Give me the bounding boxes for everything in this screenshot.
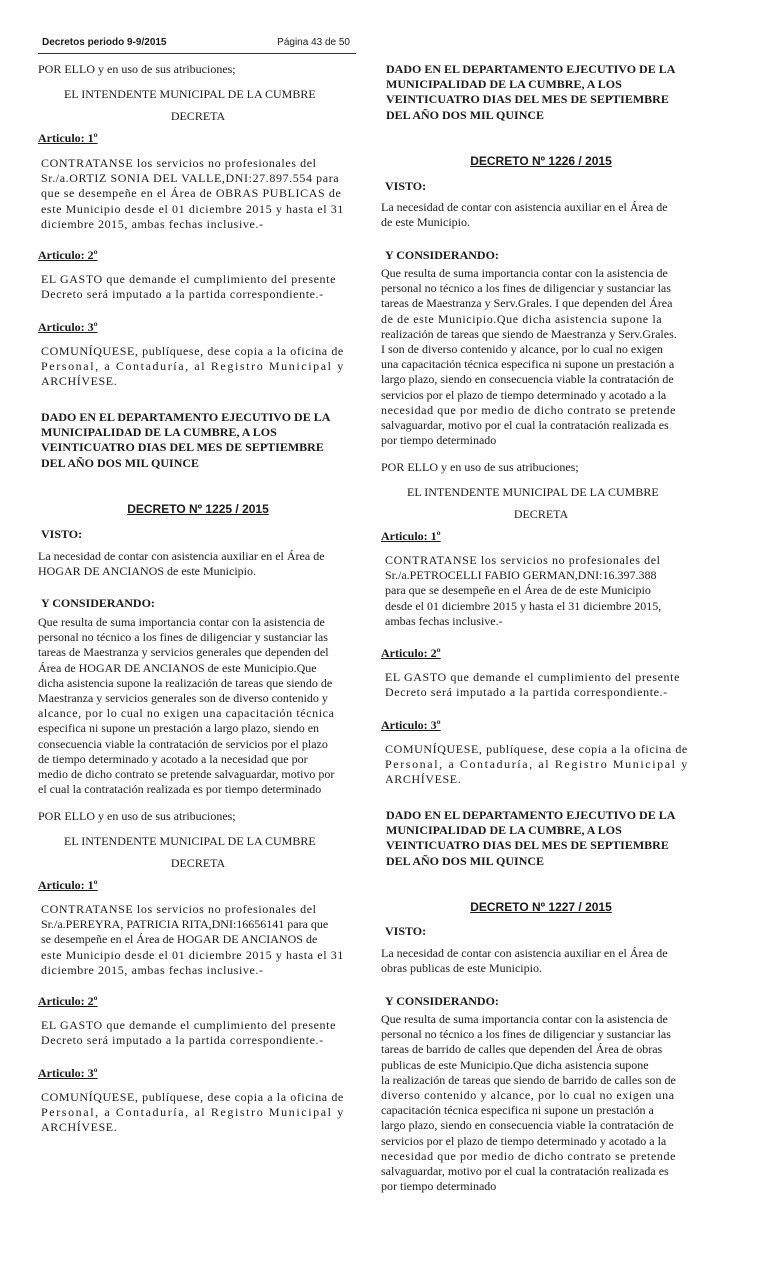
dado-block: DADO EN EL DEPARTAMENTO EJECUTIVO DE LA MUNICIPALIDAD DE LA CUMBRE, A LOS VEINTICUATRO DIAS DEL MES DE SEPTIEMBRE DEL AÑO DOS MIL QUINCE [386, 808, 676, 868]
article-1-heading: Articulo: 1º [38, 878, 98, 892]
article-3-body: COMUNÍQUESE, publíquese, dese copia a la oficina de Personal, a Contaduría, al Registro Municipal y ARCHÍVESE. [41, 1090, 345, 1135]
visto-heading: VISTO: [385, 179, 427, 193]
article-3-heading: Articulo: 3º [38, 320, 98, 334]
article-3-heading: Articulo: 3º [381, 718, 441, 732]
por-ello-text: POR ELLO y en uso de sus atribuciones; [381, 460, 579, 474]
decree-title: DECRETO Nº 1225 / 2015 [127, 502, 269, 516]
article-3-body: COMUNÍQUESE, publíquese, dese copia a la oficina de Personal, a Contaduría, al Registro Municipal y ARCHÍVESE. [41, 344, 345, 389]
decreta-text: DECRETA [170, 856, 226, 870]
article-1-body: CONTRATANSE los servicios no profesionales del Sr./a.PEREYRA, PATRICIA RITA,DNI:16656141 para que se desempeñe en el Área de HOGAR DE ANCIANOS de este Municipio desde el 01 diciembre 2015 y hasta el 31 diciembre 2015, ambas fechas inclusive.- [41, 902, 344, 977]
article-1-heading: Articulo: 1º [381, 529, 441, 543]
visto-body: La necesidad de contar con asistencia auxiliar en el Área de HOGAR DE ANCIANOS de este Municipio. [38, 549, 325, 579]
right-column [381, 0, 701, 1280]
article-2-heading: Articulo: 2º [381, 646, 441, 660]
intendente-text: EL INTENDENTE MUNICIPAL DE LA CUMBRE [407, 485, 659, 499]
article-3-heading: Articulo: 3º [38, 1066, 98, 1080]
intendente-text: EL INTENDENTE MUNICIPAL DE LA CUMBRE [64, 87, 316, 101]
left-column [38, 0, 358, 1280]
article-2-heading: Articulo: 2º [38, 248, 98, 262]
article-3-body: COMUNÍQUESE, publíquese, dese copia a la oficina de Personal, a Contaduría, al Registro Municipal y ARCHÍVESE. [385, 742, 689, 787]
considerando-body: Que resulta de suma importancia contar con la asistencia de personal no técnico a los fines de diligenciar y sustanciar las tareas de Maestranza y Serv.Grales. I que dependen del Área de de este Municipio.Que dicha asistencia supone la realización de tareas que siendo de Maestranza y Serv.Grales. I son de diverso contenido y alcance, por lo cual no exigen una capacitación técnica especifica ni supone un prestación a largo plazo, siendo en consecuencia viable la contratación de servicios por el plazo de tiempo determinado y acotado a la necesidad que por medio de dicho contrato se pretende salvaguardar, motivo por el cual la contratación realizada es por tiempo determinado [381, 266, 677, 448]
article-1-body: CONTRATANSE los servicios no profesionales del Sr./a.PETROCELLI FABIO GERMAN,DNI:16.397.388 para que se desempeñe en el Área de de este Municipio desde el 01 diciembre 2015 y hasta el 31 diciembre 2015, ambas fechas inclusive.- [385, 553, 662, 628]
considerando-heading: Y CONSIDERANDO: [385, 994, 499, 1008]
article-1-body: CONTRATANSE los servicios no profesionales del Sr./a.ORTIZ SONIA DEL VALLE,DNI:27.897.554 para que se desempeñe en el Área de OBRAS PUBLICAS de este Municipio desde el 01 diciembre 2015 y hasta el 31 diciembre 2015, ambas fechas inclusive.- [41, 156, 344, 231]
por-ello-text: POR ELLO y en uso de sus atribuciones; [38, 809, 236, 823]
decree-title: DECRETO Nº 1226 / 2015 [470, 154, 612, 168]
considerando-body: Que resulta de suma importancia contar con la asistencia de personal no técnico a los fines de diligenciar y sustanciar las tareas de Maestranza y servicios generales que dependen del Área de HOGAR DE ANCIANOS de este Municipio.Que dicha asistencia supone la realización de tareas que siendo de Maestranza y servicios generales son de diverso contenido y alcance, por lo cual no exigen una capacitación técnica especifica ni supone un prestación a largo plazo, siendo en consecuencia viable la contratación de servicios por el plazo de tiempo determinado y acotado a la necesidad que por medio de dicho contrato se pretende salvaguardar, motivo por el cual la contratación realizada es por tiempo determinado [38, 615, 335, 797]
dado-block: DADO EN EL DEPARTAMENTO EJECUTIVO DE LA MUNICIPALIDAD DE LA CUMBRE, A LOS VEINTICUATRO DIAS DEL MES DE SEPTIEMBRE DEL AÑO DOS MIL QUINCE [41, 410, 331, 470]
decree-title: DECRETO Nº 1227 / 2015 [470, 900, 612, 914]
dado-block: DADO EN EL DEPARTAMENTO EJECUTIVO DE LA MUNICIPALIDAD DE LA CUMBRE, A LOS VEINTICUATRO DIAS DEL MES DE SEPTIEMBRE DEL AÑO DOS MIL QUINCE [386, 62, 676, 122]
decreta-text: DECRETA [170, 109, 226, 123]
por-ello-text: POR ELLO y en uso de sus atribuciones; [38, 62, 236, 76]
decreta-text: DECRETA [513, 507, 569, 521]
visto-heading: VISTO: [385, 924, 427, 938]
article-2-body: EL GASTO que demande el cumplimiento del presente Decreto será imputado a la partida correspondiente.- [41, 272, 336, 302]
considerando-heading: Y CONSIDERANDO: [385, 248, 499, 262]
article-2-body: EL GASTO que demande el cumplimiento del presente Decreto será imputado a la partida correspondiente.- [41, 1018, 336, 1048]
considerando-body: Que resulta de suma importancia contar con la asistencia de personal no técnico a los fines de diligenciar y sustanciar las tareas de barrido de calles que dependen del Área de obras publicas de este Municipio.Que dicha asistencia supone la realización de tareas que siendo de barrido de calles son de diverso contenido y alcance, por lo cual no exigen una capacitación técnica especifica ni supone un prestación a largo plazo, siendo en consecuencia viable la contratación de servicios por el plazo de tiempo determinado y acotado a la necesidad que por medio de dicho contrato se pretende salvaguardar, motivo por el cual la contratación realizada es por tiempo determinado [381, 1012, 677, 1194]
visto-body: La necesidad de contar con asistencia auxiliar en el Área de obras publicas de este Municipio. [381, 946, 668, 976]
visto-body: La necesidad de contar con asistencia auxiliar en el Área de de este Municipio. [381, 200, 668, 230]
page-number: Página 43 de 50 [277, 37, 350, 48]
document-title: Decretos periodo 9-9/2015 [42, 37, 167, 48]
article-2-heading: Articulo: 2º [38, 994, 98, 1008]
article-2-body: EL GASTO que demande el cumplimiento del presente Decreto será imputado a la partida correspondiente.- [385, 670, 680, 700]
article-1-heading: Articulo: 1º [38, 131, 98, 145]
intendente-text: EL INTENDENTE MUNICIPAL DE LA CUMBRE [64, 834, 316, 848]
considerando-heading: Y CONSIDERANDO: [41, 596, 155, 610]
visto-heading: VISTO: [41, 527, 83, 541]
